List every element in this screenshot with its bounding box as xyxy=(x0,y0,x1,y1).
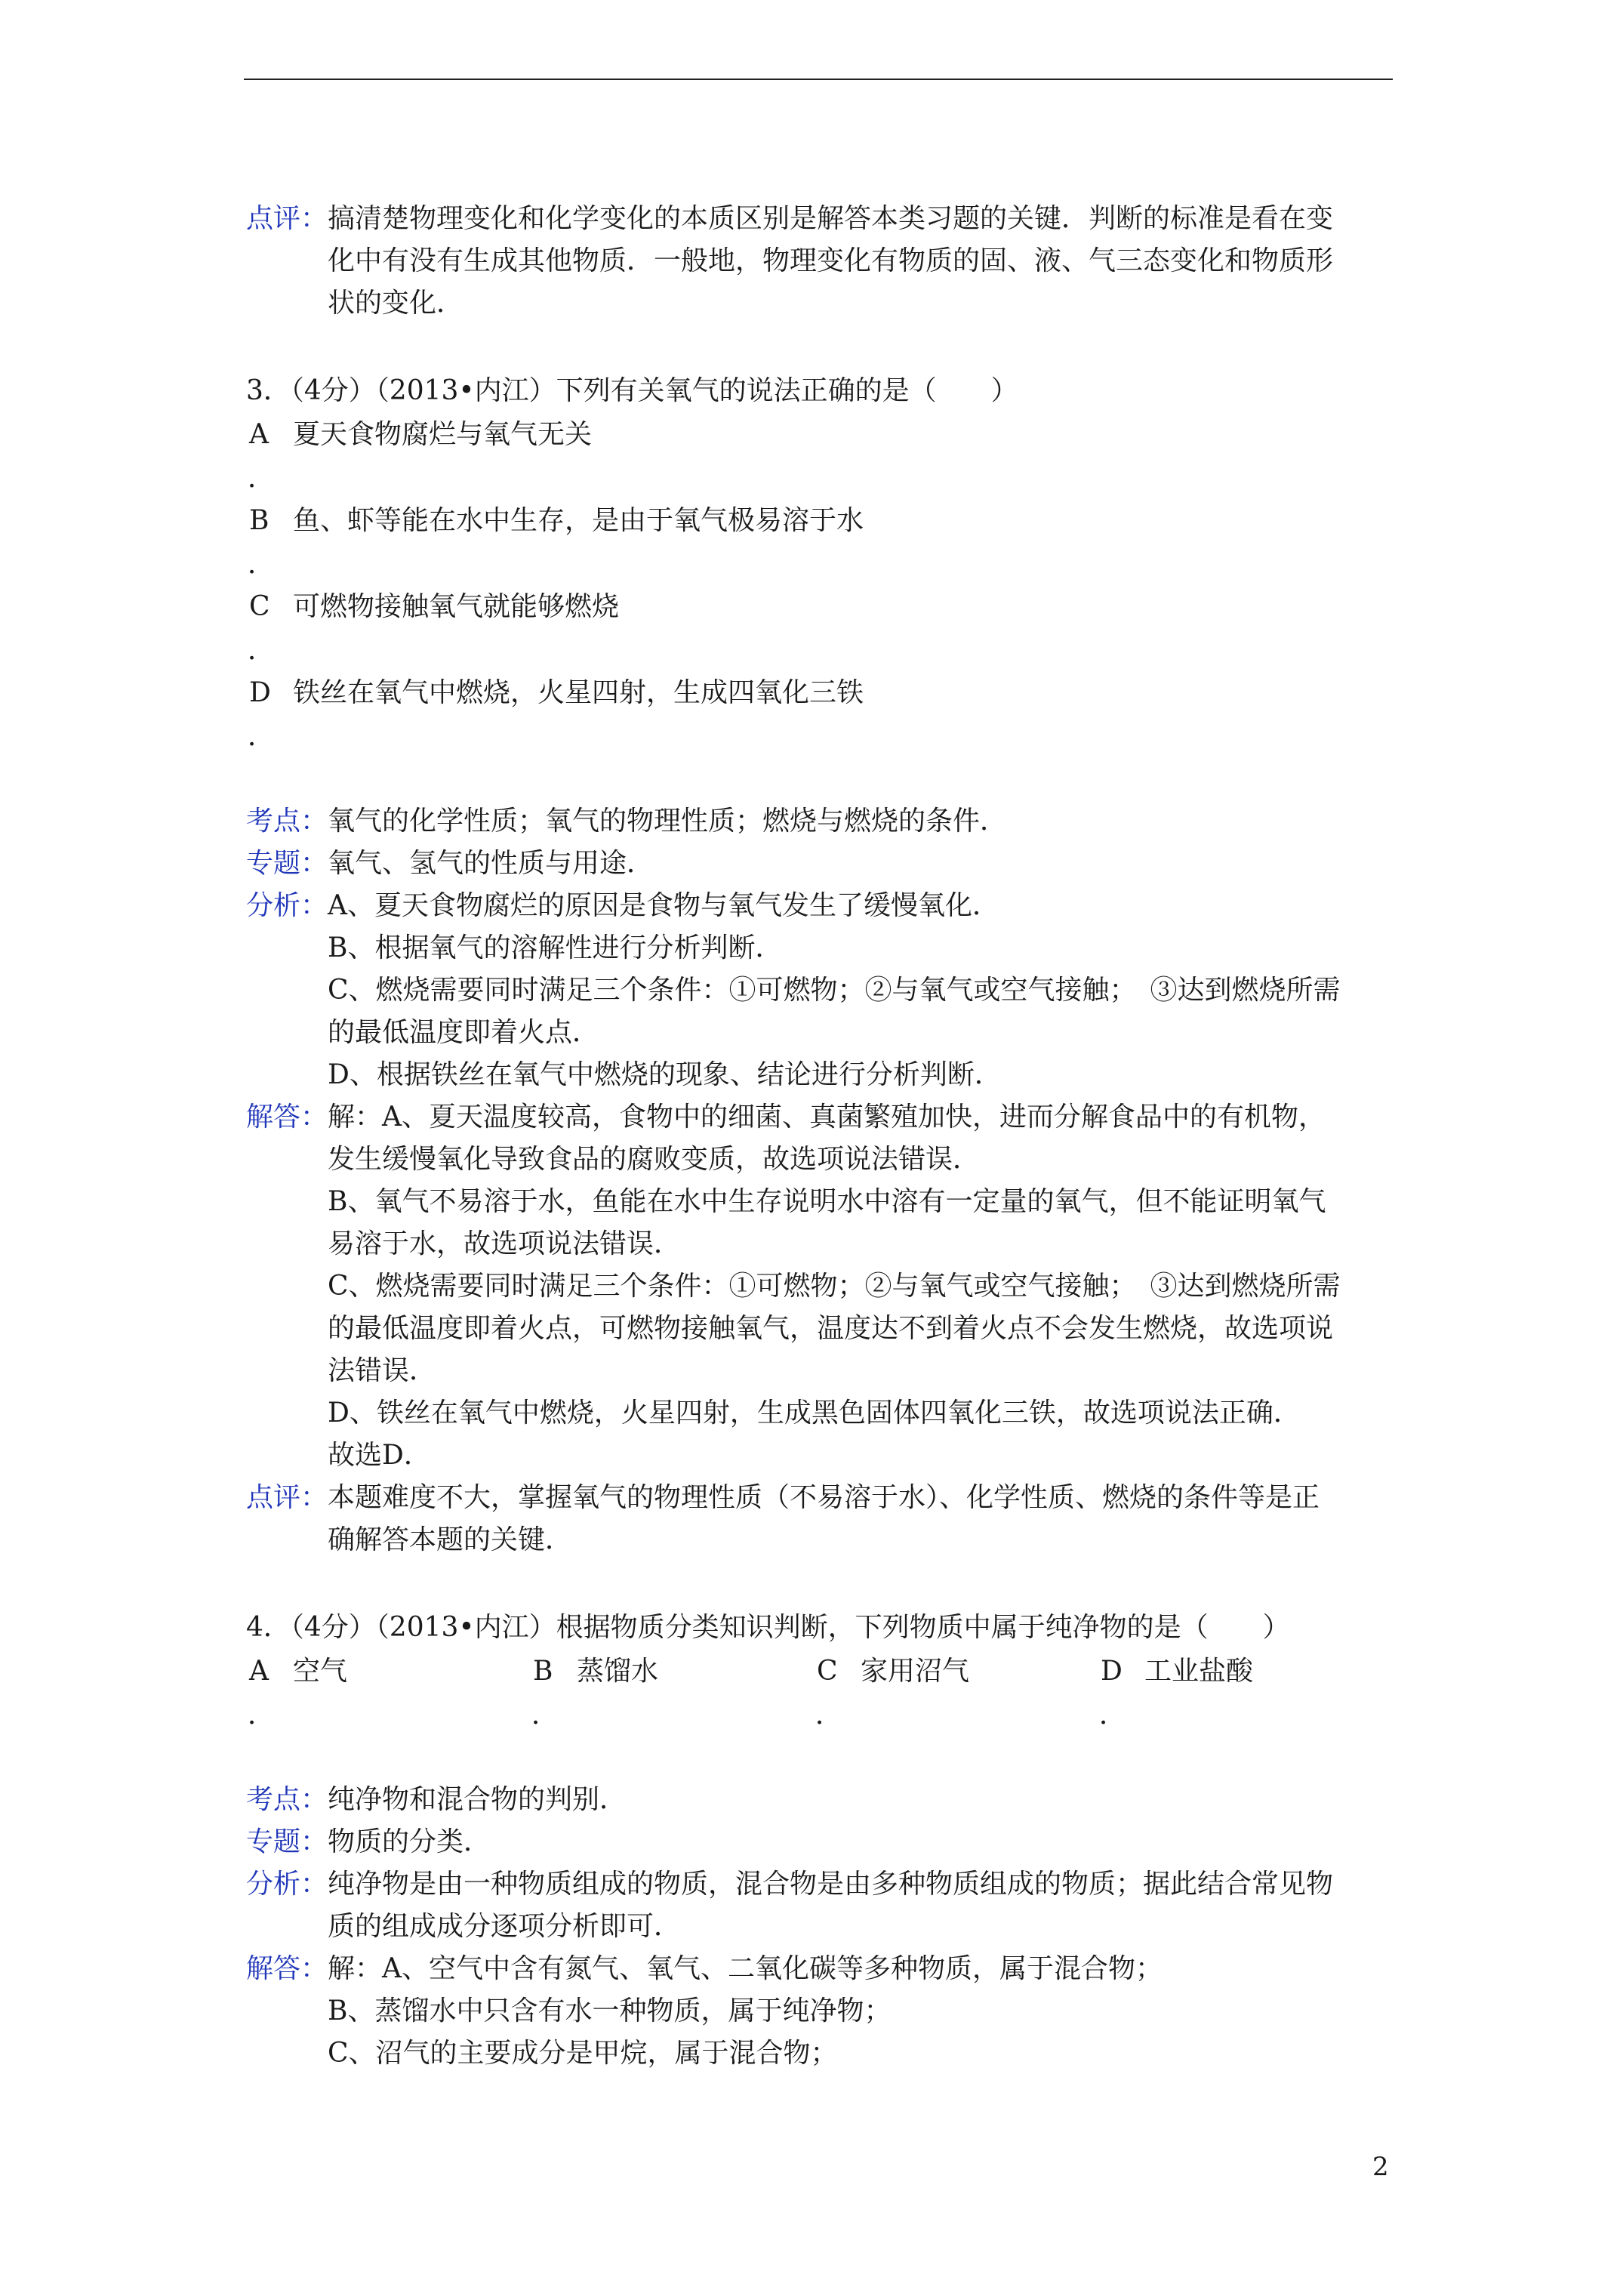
q3-zhuanti-label: 专题： xyxy=(246,848,328,879)
q4-kaodian-label: 考点： xyxy=(246,1784,328,1815)
q3-option-dot: ． xyxy=(248,635,276,666)
q3-jieda-line: 发生缓慢氧化导致食品的腐败变质，故选项说法错误． xyxy=(328,1144,981,1175)
q3-option-dot: ． xyxy=(248,549,276,580)
q4-option-b-text: 蒸馏水 xyxy=(577,1656,659,1687)
q3-option-letter: A xyxy=(249,419,269,450)
q4-option-c-text: 家用沼气 xyxy=(861,1656,970,1687)
q3-jieda-line: C、燃烧需要同时满足三个条件：①可燃物；②与氧气或空气接触； ③达到燃烧所需 xyxy=(328,1271,1341,1302)
header-rule xyxy=(244,79,1393,80)
q4-option-letter: D xyxy=(1101,1656,1123,1687)
q4-zhuanti-label: 专题： xyxy=(246,1826,328,1857)
q4-option-letter: C xyxy=(817,1656,838,1687)
q4-jieda-line: C、沼气的主要成分是甲烷，属于混合物； xyxy=(328,2038,838,2069)
q3-fenxi-label: 分析： xyxy=(246,890,328,921)
prev-comment-label: 点评： xyxy=(246,203,328,234)
q3-option-c-text: 可燃物接触氧气就能够燃烧 xyxy=(293,591,620,622)
q3-option-a-text: 夏天食物腐烂与氧气无关 xyxy=(293,419,593,450)
q4-fenxi-line: 质的组成成分逐项分析即可． xyxy=(328,1911,682,1942)
q3-option-letter: C xyxy=(249,591,270,622)
q4-jieda-line: 解：A、空气中含有氮气、氧气、二氧化碳等多种物质，属于混合物； xyxy=(328,1953,1163,1984)
prev-comment-line: 状的变化． xyxy=(328,288,464,319)
q3-jieda-label: 解答： xyxy=(246,1102,328,1133)
q3-jieda-line: 解：A、夏天温度较高，食物中的细菌、真菌繁殖加快，进而分解食品中的有机物， xyxy=(328,1102,1326,1133)
q3-jieda-line: D、铁丝在氧气中燃烧，火星四射，生成黑色固体四氧化三铁，故选项说法正确． xyxy=(328,1398,1301,1428)
q3-jieda-line: 的最低温度即着火点，可燃物接触氧气，温度达不到着火点不会发生燃烧，故选项说 xyxy=(328,1313,1334,1344)
prev-comment-line: 化中有没有生成其他物质．一般地，物理变化有物质的固、液、气三态变化和物质形 xyxy=(328,245,1334,276)
q3-stem: 3．（4分）（2013•内江）下列有关氧气的说法正确的是（ ） xyxy=(246,375,1018,406)
q4-option-letter: B xyxy=(533,1656,553,1687)
q3-jieda-line: 法错误． xyxy=(328,1355,437,1386)
q3-fenxi-line: 的最低温度即着火点． xyxy=(328,1017,600,1048)
q3-dianping-line: 本题难度不大，掌握氧气的物理性质（不易溶于水）、化学性质、燃烧的条件等是正 xyxy=(328,1482,1320,1513)
q4-option-a-text: 空气 xyxy=(293,1656,348,1687)
q3-option-dot: ． xyxy=(248,721,276,752)
q4-option-dot: ． xyxy=(531,1700,559,1730)
q4-zhuanti-text: 物质的分类． xyxy=(328,1826,491,1857)
q3-fenxi-line: C、燃烧需要同时满足三个条件：①可燃物；②与氧气或空气接触； ③达到燃烧所需 xyxy=(328,975,1341,1006)
q4-kaodian-text: 纯净物和混合物的判别． xyxy=(328,1784,627,1815)
q4-fenxi-line: 纯净物是由一种物质组成的物质，混合物是由多种物质组成的物质；据此结合常见物 xyxy=(328,1869,1334,1900)
q4-option-dot: ． xyxy=(815,1700,843,1730)
q3-jieda-line: 易溶于水，故选项说法错误． xyxy=(328,1228,682,1259)
q3-option-d-text: 铁丝在氧气中燃烧，火星四射，生成四氧化三铁 xyxy=(293,677,864,708)
q3-kaodian-text: 氧气的化学性质；氧气的物理性质；燃烧与燃烧的条件． xyxy=(328,806,1008,837)
q3-fenxi-line: D、根据铁丝在氧气中燃烧的现象、结论进行分析判断． xyxy=(328,1059,1002,1090)
q4-option-dot: ． xyxy=(1099,1700,1127,1730)
page-number: 2 xyxy=(1372,2152,1389,2182)
q4-jieda-label: 解答： xyxy=(246,1953,328,1984)
q3-jieda-line: B、氧气不易溶于水，鱼能在水中生存说明水中溶有一定量的氧气，但不能证明氧气 xyxy=(328,1186,1326,1217)
q4-stem: 4．（4分）（2013•内江）根据物质分类知识判断，下列物质中属于纯净物的是（ ） xyxy=(246,1612,1290,1643)
q3-option-letter: D xyxy=(249,677,271,708)
q4-option-letter: A xyxy=(249,1656,269,1687)
q3-dianping-label: 点评： xyxy=(246,1482,328,1513)
q4-jieda-line: B、蒸馏水中只含有水一种物质，属于纯净物； xyxy=(328,1996,892,2026)
q4-option-dot: ． xyxy=(248,1700,276,1730)
q3-kaodian-label: 考点： xyxy=(246,806,328,837)
q4-fenxi-label: 分析： xyxy=(246,1869,328,1900)
q3-fenxi-line: A、夏天食物腐烂的原因是食物与氧气发生了缓慢氧化． xyxy=(328,890,999,921)
prev-comment-line: 搞清楚物理变化和化学变化的本质区别是解答本类习题的关键．判断的标准是看在变 xyxy=(328,203,1334,234)
q3-option-letter: B xyxy=(249,505,269,536)
q3-dianping-line: 确解答本题的关键． xyxy=(328,1524,573,1555)
q3-fenxi-line: B、根据氧气的溶解性进行分析判断． xyxy=(328,932,783,963)
q4-option-d-text: 工业盐酸 xyxy=(1144,1656,1254,1687)
q3-option-b-text: 鱼、虾等能在水中生存，是由于氧气极易溶于水 xyxy=(293,505,864,536)
q3-jieda-line: 故选D． xyxy=(328,1440,431,1471)
q3-option-dot: ． xyxy=(248,463,276,494)
q3-zhuanti-text: 氧气、氢气的性质与用途． xyxy=(328,848,654,879)
